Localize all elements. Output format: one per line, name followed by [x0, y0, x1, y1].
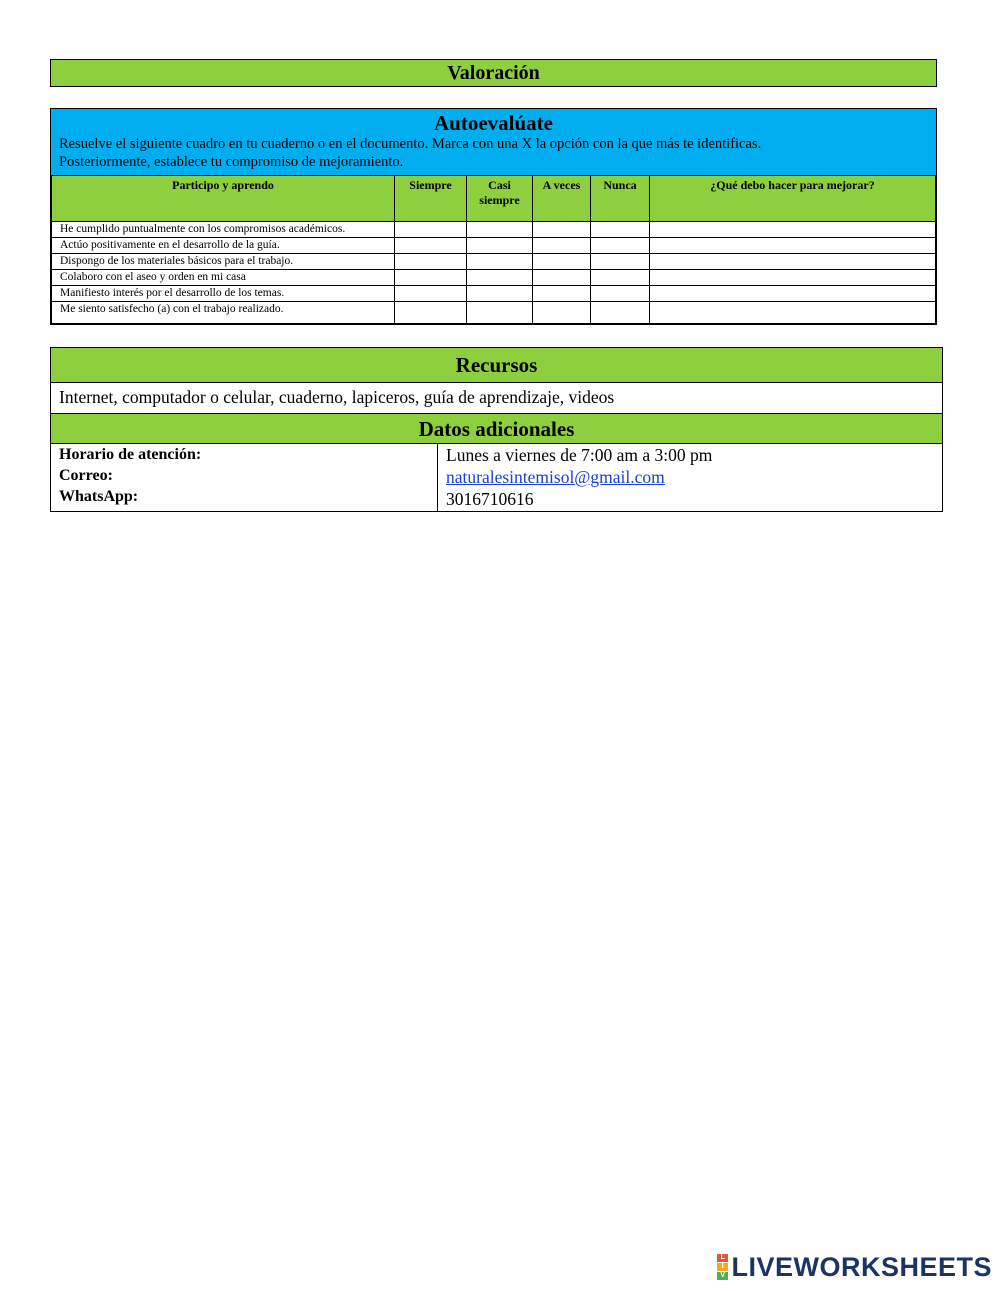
col-a-veces: A veces [533, 176, 591, 222]
self-evaluation-table [51, 175, 936, 324]
table-row [52, 270, 936, 286]
logo-text: LIVEWORKSHEETS [731, 1252, 992, 1282]
cell-a-veces[interactable] [533, 222, 591, 238]
valoracion-header: Valoración [50, 59, 937, 87]
cell-nunca[interactable] [591, 270, 650, 286]
col-siempre: Siempre [395, 176, 467, 222]
cell-a-veces[interactable] [533, 286, 591, 302]
logo-letter-v: V [717, 1272, 728, 1280]
logo-letter-i: I [717, 1263, 728, 1271]
cell-casi-siempre[interactable] [467, 270, 533, 286]
cell-nunca[interactable] [591, 302, 650, 324]
cell-nunca[interactable] [591, 254, 650, 270]
liveworksheets-logo [717, 1252, 992, 1283]
cell-mejorar[interactable] [650, 302, 936, 324]
table-row [52, 254, 936, 270]
logo-letter-l: L [717, 1254, 728, 1262]
datos-values [438, 444, 943, 512]
cell-casi-siempre[interactable] [467, 222, 533, 238]
autoevaluacion-title: Autoevalúate [434, 111, 553, 135]
cell-nunca[interactable] [591, 286, 650, 302]
cell-casi-siempre[interactable] [467, 302, 533, 324]
table-row [52, 222, 936, 238]
col-participo: Participo y aprendo [52, 176, 395, 222]
cell-mejorar[interactable] [650, 270, 936, 286]
email-link[interactable]: naturalesintemisol@gmail.com [446, 467, 665, 487]
cell-a-veces[interactable] [533, 254, 591, 270]
table-row [52, 238, 936, 254]
row-statement: Dispongo de los materiales básicos para el trabajo. [52, 254, 395, 270]
horario-value: Lunes a viernes de 7:00 am a 3:00 pm [446, 445, 713, 465]
recursos-section [50, 347, 943, 512]
cell-siempre[interactable] [395, 254, 467, 270]
recursos-table [50, 347, 943, 512]
whatsapp-value: 3016710616 [446, 489, 534, 509]
row-statement: He cumplido puntualmente con los compromisos académicos. [52, 222, 395, 238]
table-row [52, 302, 936, 324]
cell-siempre[interactable] [395, 222, 467, 238]
cell-mejorar[interactable] [650, 286, 936, 302]
col-nunca: Nunca [591, 176, 650, 222]
datos-labels [51, 444, 438, 512]
cell-siempre[interactable] [395, 286, 467, 302]
cell-nunca[interactable] [591, 222, 650, 238]
recursos-header: Recursos [51, 348, 943, 383]
whatsapp-label: WhatsApp: [59, 488, 139, 505]
cell-a-veces[interactable] [533, 302, 591, 324]
cell-casi-siempre[interactable] [467, 254, 533, 270]
table-row [52, 286, 936, 302]
instructions-line-2: Posteriormente, establece tu compromiso de mejoramiento. [59, 154, 404, 170]
cell-mejorar[interactable] [650, 238, 936, 254]
cell-a-veces[interactable] [533, 238, 591, 254]
recursos-text: Internet, computador o celular, cuaderno, lapiceros, guía de aprendizaje, videos [51, 383, 943, 414]
row-statement: Me siento satisfecho (a) con el trabajo realizado. [52, 302, 395, 324]
cell-casi-siempre[interactable] [467, 238, 533, 254]
row-statement: Actúo positivamente en el desarrollo de la guía. [52, 238, 395, 254]
cell-siempre[interactable] [395, 238, 467, 254]
autoevaluacion-section [50, 108, 937, 325]
logo-icon [717, 1254, 728, 1281]
cell-mejorar[interactable] [650, 222, 936, 238]
instructions-line-1: Resuelve el siguiente cuadro en tu cuaderno o en el documento. Marca con una X la opción con la que más te identificas. [59, 136, 762, 152]
cell-casi-siempre[interactable] [467, 286, 533, 302]
cell-nunca[interactable] [591, 238, 650, 254]
row-statement: Manifiesto interés por el desarrollo de los temas. [52, 286, 395, 302]
cell-siempre[interactable] [395, 302, 467, 324]
table-header-row [52, 176, 936, 222]
autoevaluacion-header [51, 109, 936, 175]
cell-mejorar[interactable] [650, 254, 936, 270]
col-mejorar: ¿Qué debo hacer para mejorar? [650, 176, 936, 222]
cell-a-veces[interactable] [533, 270, 591, 286]
row-statement: Colaboro con el aseo y orden en mi casa [52, 270, 395, 286]
horario-label: Horario de atención: [59, 446, 202, 463]
cell-siempre[interactable] [395, 270, 467, 286]
col-casi-siempre: Casi siempre [467, 176, 533, 222]
datos-adicionales-header: Datos adicionales [51, 414, 943, 444]
correo-label: Correo: [59, 467, 113, 484]
